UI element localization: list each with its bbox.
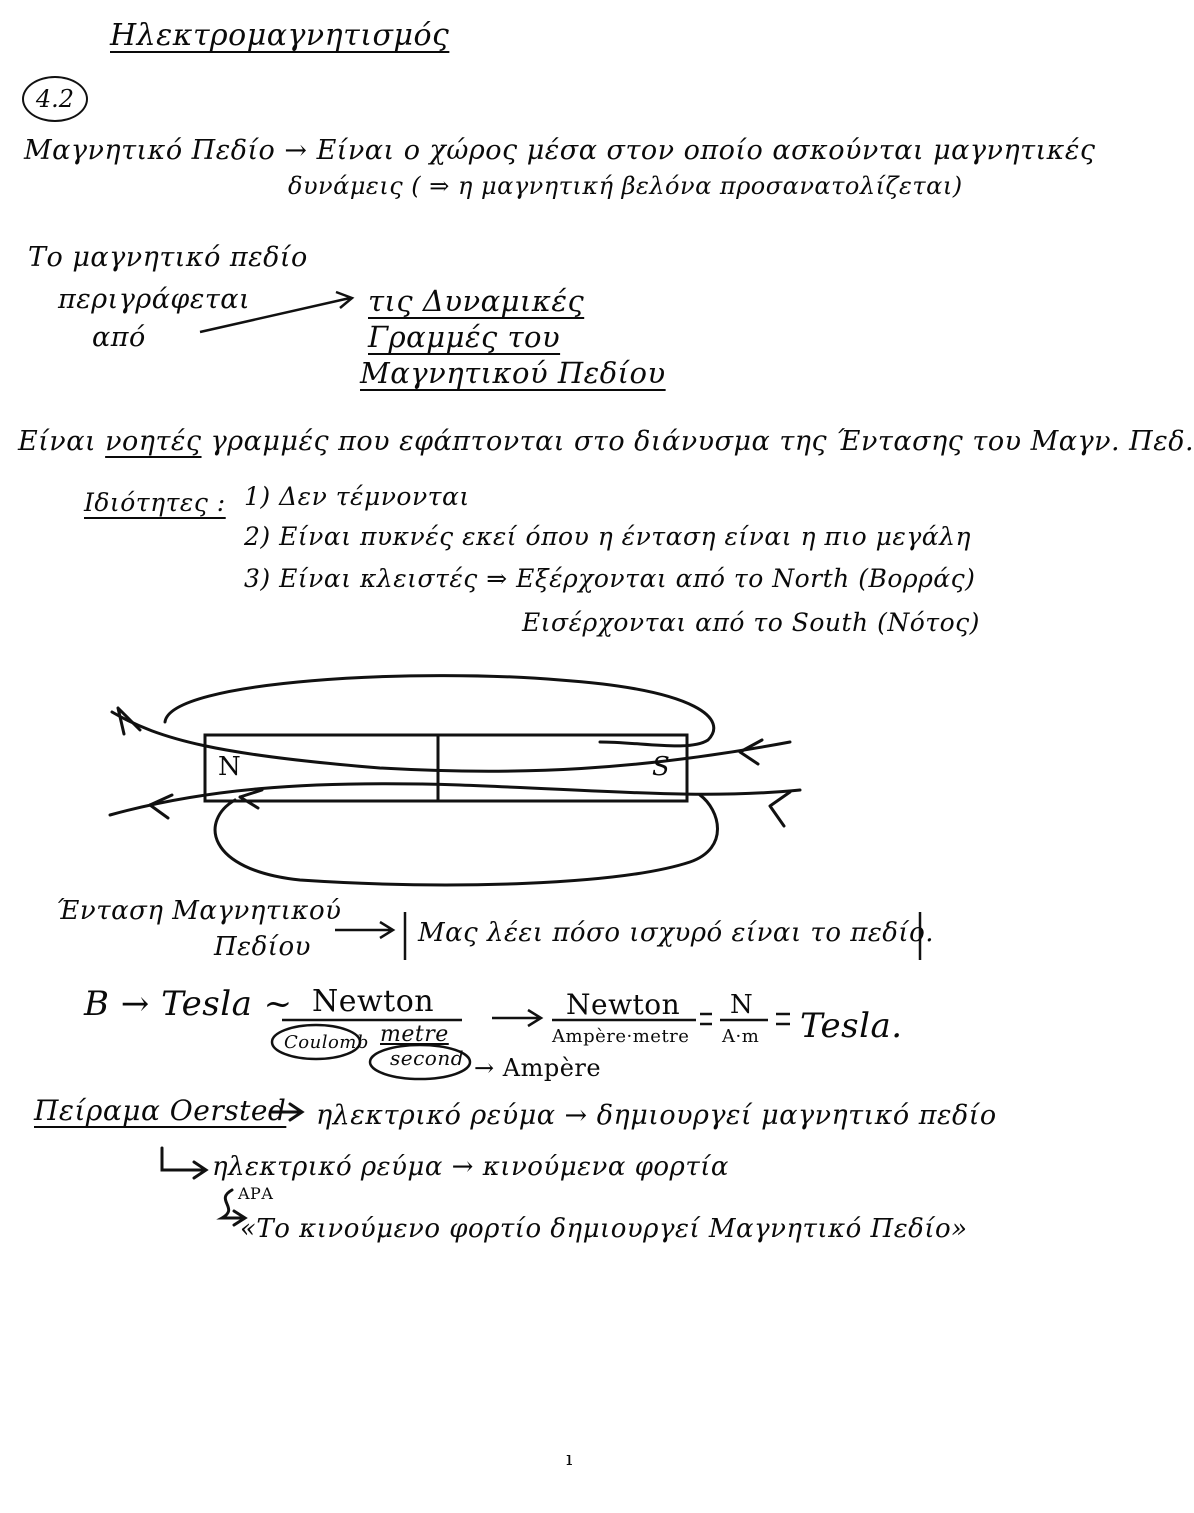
- property-2: 2) Είναι πυκνές εκεί όπου η ένταση είναι η πιο μεγάλη: [244, 522, 971, 551]
- ara-label: ΑΡΑ: [238, 1184, 274, 1203]
- intensity-label-1: Ένταση Μαγνητικού: [56, 896, 342, 926]
- field-definition-line-2: δυνάμεις ( ⇒ η μαγνητική βελόνα προσανατολίζεται): [288, 172, 963, 200]
- arrow-lower-loop: [240, 790, 262, 808]
- conclusion: «Το κινούμενο φορτίο δημιουργεί Μαγνητικό Πεδίο»: [240, 1214, 968, 1244]
- equals-2: [776, 1014, 790, 1024]
- page-title: Ηλεκτρομαγνητισμός: [110, 18, 450, 53]
- field-lines-name-3: Μαγνητικού Πεδίου: [360, 356, 666, 390]
- field-definition-line-1: Μαγνητικό Πεδίο → Είναι ο χώρος μέσα στον οποίο ασκούνται μαγνητικές: [24, 135, 1096, 166]
- frac3-denominator: A·m: [722, 1026, 760, 1047]
- described-by-1: Το μαγνητικό πεδίο: [28, 242, 308, 273]
- frac1-numerator: Newton: [312, 984, 435, 1019]
- intensity-label-2: Πεδίου: [214, 932, 311, 962]
- intensity-arrow: [335, 922, 393, 938]
- property-1: 1) Δεν τέμνονται: [244, 482, 470, 511]
- frac-arrow-1: [492, 1010, 541, 1026]
- described-by-2: περιγράφεται: [58, 284, 251, 315]
- property-3: 3) Είναι κλειστές ⇒ Εξέρχονται από το North (Βορράς): [244, 564, 976, 593]
- current-branch-arrow: [162, 1148, 206, 1178]
- magnet-north-label: N: [218, 752, 242, 782]
- intensity-description: Μας λέει πόσο ισχυρό είναι το πεδίο.: [418, 918, 935, 948]
- frac1-denominator-metre: metre: [380, 1022, 449, 1047]
- field-lines-name-2: Γραμμές του: [368, 320, 561, 354]
- described-by-3: από: [92, 322, 146, 353]
- page-mark: ı: [566, 1446, 573, 1470]
- definition-rest: γραμμές που εφάπτονται στο διάνυσμα της Έντασης του Μαγν. Πεδ.: [210, 426, 1194, 457]
- equals-1: [700, 1014, 712, 1024]
- section-number: 4.2: [35, 85, 75, 113]
- frac2-numerator: Newton: [566, 988, 681, 1021]
- properties-label: Ιδιότητες :: [84, 488, 226, 517]
- definition-prefix: Είναι: [18, 426, 97, 457]
- frac1-denominator-coulomb: Coulomb: [284, 1032, 369, 1053]
- frac2-denominator: Ampère·metre: [552, 1026, 690, 1047]
- current-line: ηλεκτρικό ρεύμα → κινούμενα φορτία: [212, 1152, 729, 1182]
- tesla-result: Tesla.: [800, 1006, 903, 1046]
- magnet-south-label: S: [652, 752, 671, 782]
- outer-field-line-bottom: [110, 784, 800, 815]
- ampere-note: → Ampère: [474, 1054, 602, 1082]
- oersted-text: ηλεκτρικό ρεύμα → δημιουργεί μαγνητικό πεδίο: [316, 1100, 997, 1131]
- arrow-bottom-left: [150, 795, 172, 818]
- oersted-label: Πείραμα Oersted: [34, 1094, 287, 1127]
- unit-b-tesla: B → Tesla ~: [84, 984, 293, 1024]
- lower-field-loop: [215, 795, 717, 885]
- definition-underlined: νοητές: [105, 426, 202, 457]
- arrow-bottom-right: [770, 792, 790, 826]
- field-lines-name-1: τις Δυναμικές: [368, 284, 585, 318]
- arrow-top-right: [740, 740, 762, 764]
- described-by-arrow: [200, 292, 352, 332]
- property-3b: Εισέρχονται από το South (Νότος): [522, 608, 980, 637]
- frac1-denominator-second: second: [390, 1046, 465, 1070]
- frac3-numerator: N: [730, 990, 754, 1020]
- arrow-top-left: [118, 708, 140, 734]
